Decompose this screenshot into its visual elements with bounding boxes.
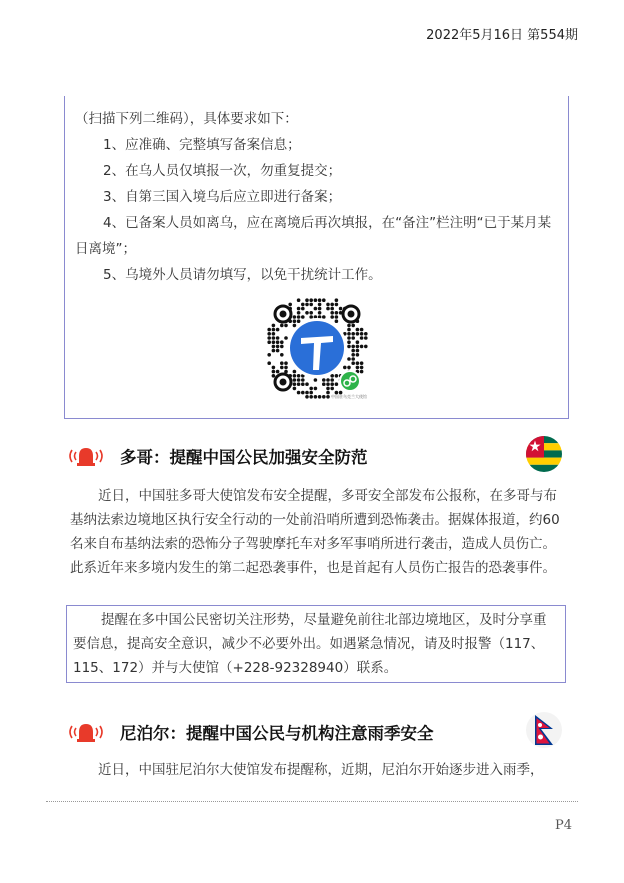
nepal-news-paragraph: [70, 758, 562, 782]
qr-caption: 中国驻乌克兰大使馆: [331, 394, 367, 399]
alarm-bell-icon: [66, 441, 106, 471]
page-number: P4: [554, 818, 572, 833]
requirements-intro: （扫描下列二维码），具体要求如下：: [75, 111, 298, 127]
requirement-item: 4、已备案人员如离乌，应在离境后再次填报，在“备注”栏注明“已于某月某日离境”；: [75, 215, 552, 257]
mini-program-qr-code[interactable]: [261, 292, 373, 404]
section-title-text: 尼泊尔：提醒中国公民与机构注意雨季安全: [120, 724, 434, 743]
togo-news-paragraph: [70, 484, 562, 580]
togo-advice-text: 提醒在多中国公民密切关注形势，尽量避免前往北部边境地区，及时分享重要信息，提高安全意识，减少不必要外出。如遇紧急情况，请及时报警（117、115、172）并与大使馆（+228-92328940）联系。: [73, 612, 547, 676]
requirement-item: 5、乌境外人员请勿填写，以免干扰统计工作。: [103, 267, 382, 283]
footer-divider: [46, 801, 578, 802]
qr-code-icon: [261, 292, 373, 404]
requirement-item: 1、应准确、完整填写备案信息；: [103, 137, 301, 153]
issue-date-header: 2022年5月16日 第554期: [426, 28, 578, 43]
nepal-flag-icon: [526, 712, 562, 748]
section-title-nepal: [66, 712, 566, 752]
togo-flag-icon: [526, 436, 562, 472]
alarm-bell-icon: [66, 717, 106, 747]
section-title-text: 多哥：提醒中国公民加强安全防范: [120, 448, 368, 467]
togo-news-text: 近日，中国驻多哥大使馆发布安全提醒，多哥安全部发布公报称，在多哥与布基纳法索边境地区执行安全行动的一处前沿哨所遭到恐怖袭击。据媒体报道，约60名来自布基纳法索的恐怖分子驾驶摩托车对多军事哨所进行袭击，造成人员伤亡。此系近年来多境内发生的第二起恐袭事件，也是首起有人员伤亡报告的恐袭事件。: [70, 488, 560, 576]
nepal-news-text: 近日，中国驻尼泊尔大使馆发布提醒称，近期，尼泊尔开始逐步进入雨季，: [98, 762, 544, 778]
requirement-item: 3、自第三国入境乌后应立即进行备案；: [103, 189, 342, 205]
togo-advice-box: [66, 605, 566, 683]
section-title-togo: [66, 436, 566, 476]
requirement-item: 2、在乌人员仅填报一次，勿重复提交；: [103, 163, 342, 179]
registration-requirements-box: [64, 96, 569, 419]
